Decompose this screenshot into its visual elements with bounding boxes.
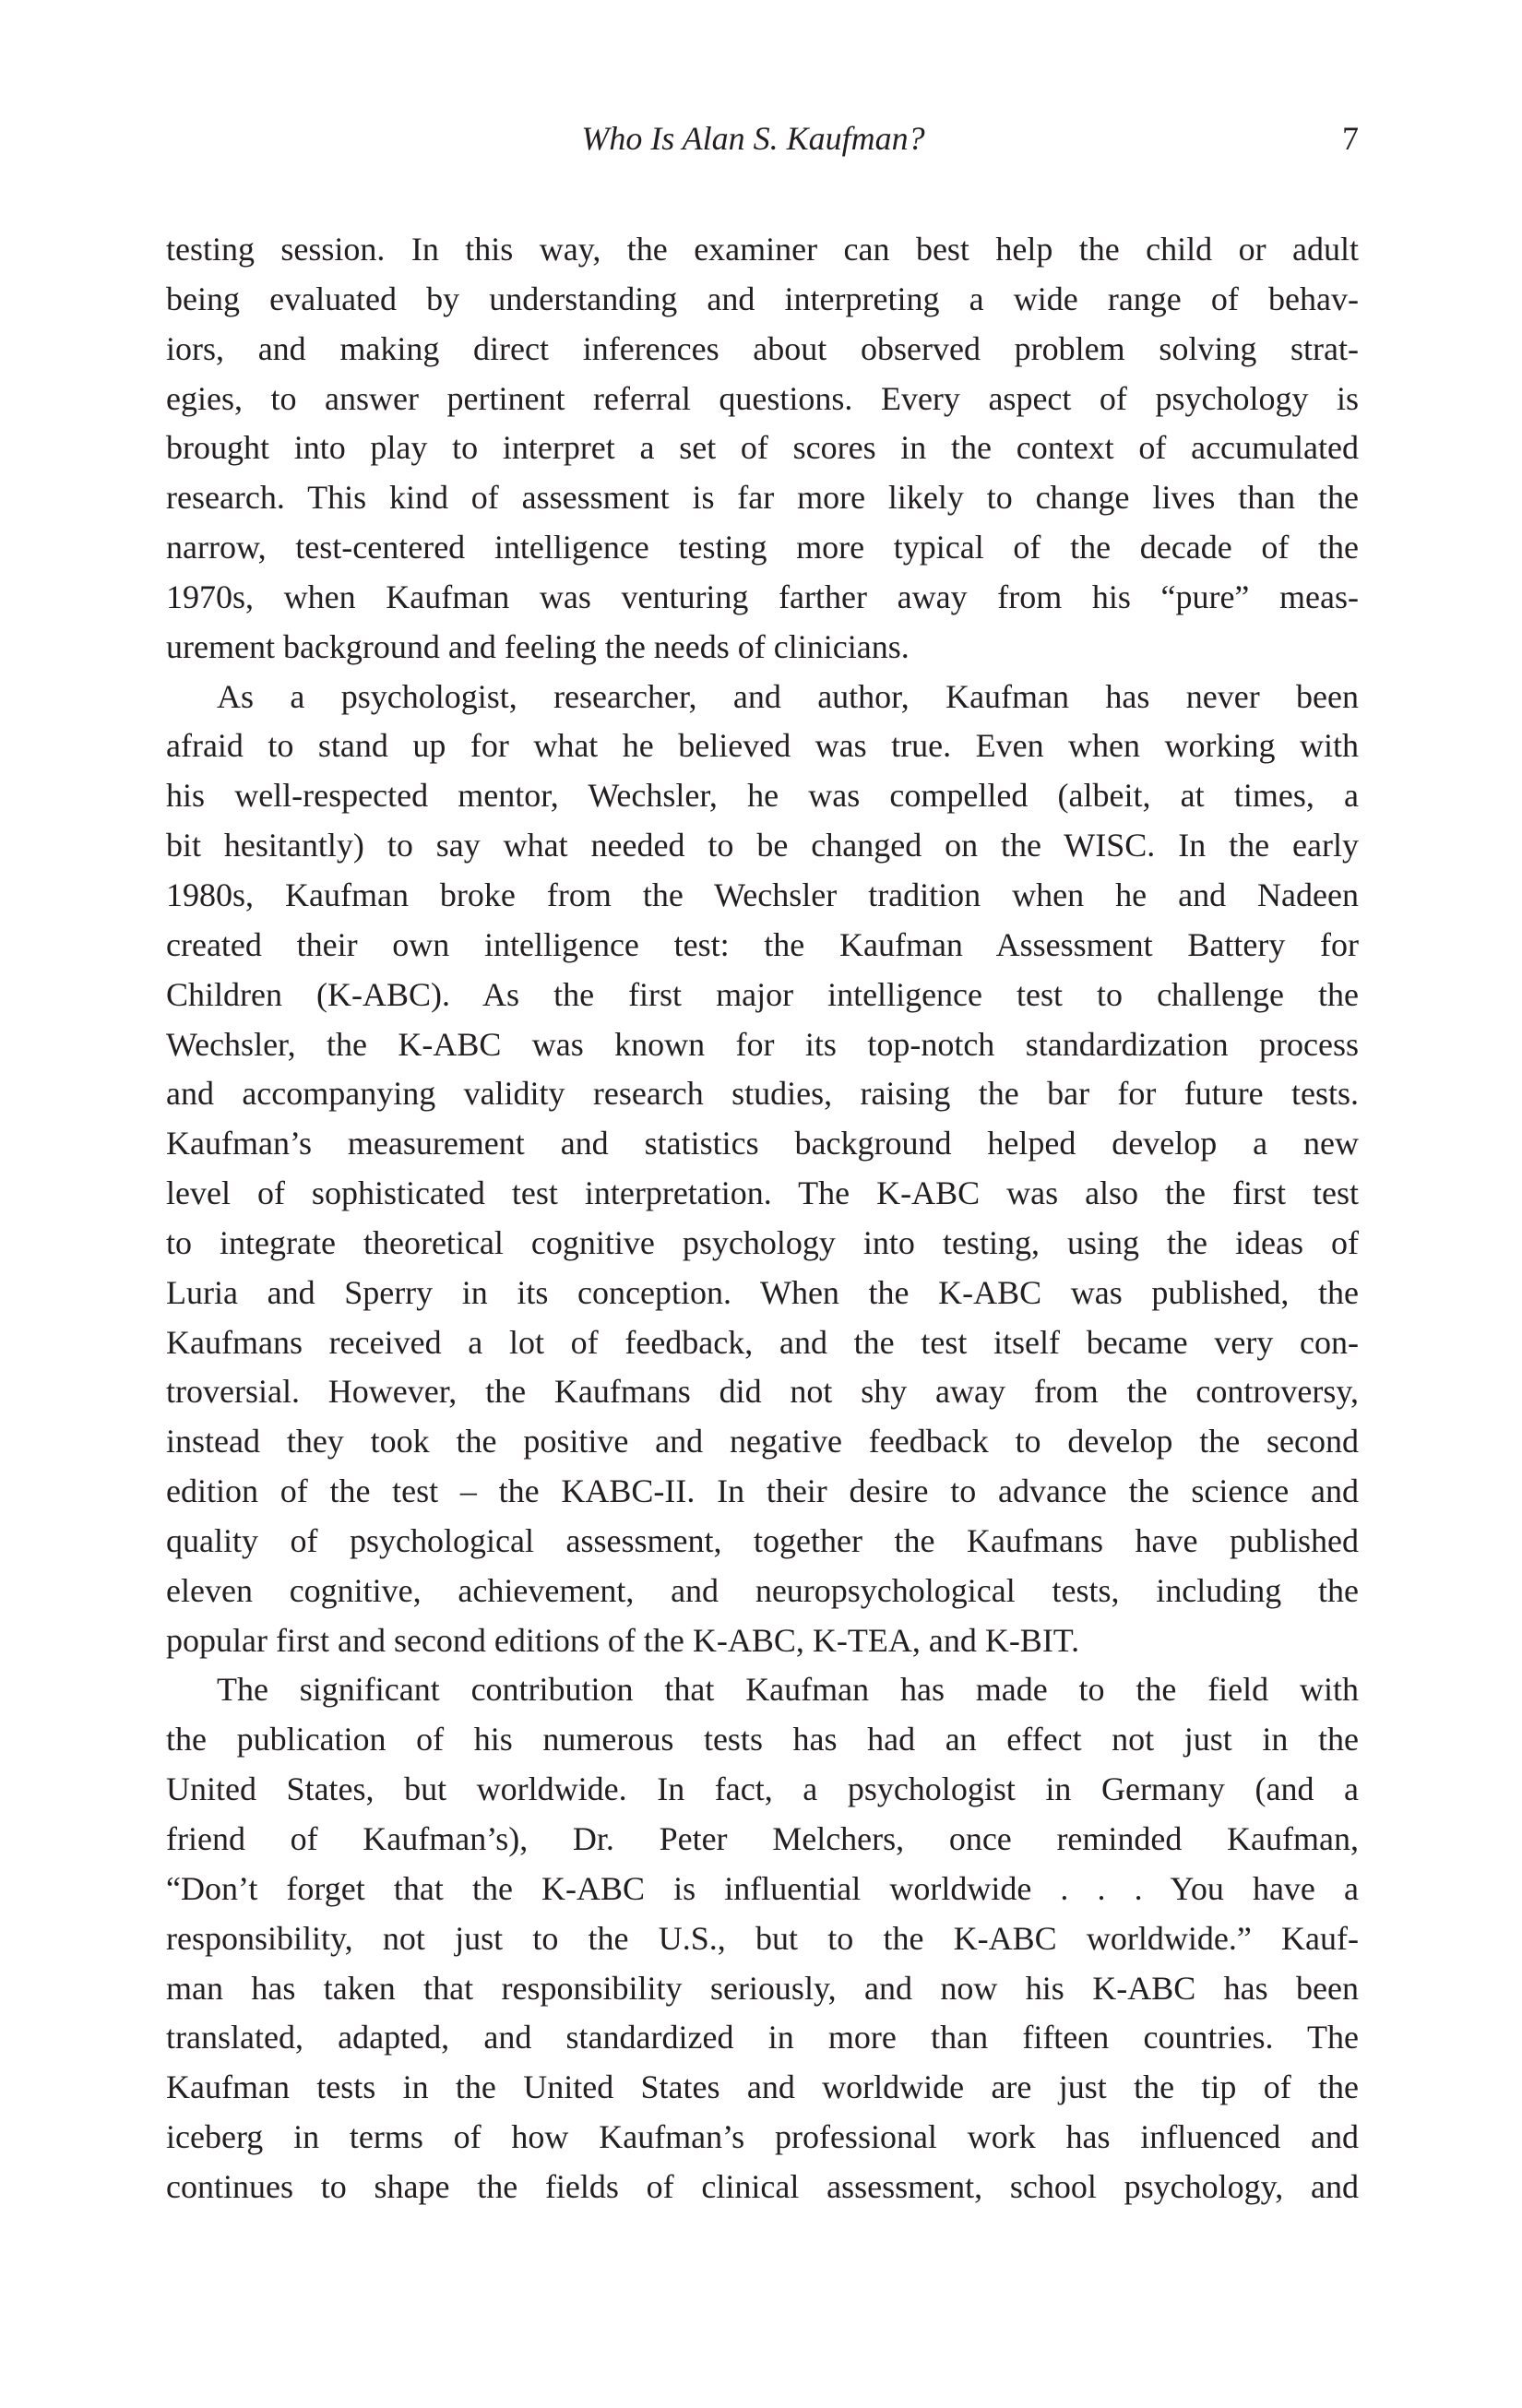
text-line: level of sophisticated test interpretation. The K-ABC was also the first test [166, 1174, 1359, 1212]
text-line: urement background and feeling the needs of clinicians. [166, 627, 910, 665]
text-line: quality of psychological assessment, together the Kaufmans have published [166, 1521, 1359, 1559]
text-line: continues to shape the fields of clinical assessment, school psychology, and [166, 2167, 1359, 2205]
page-number: 7 [1342, 120, 1359, 157]
text-line: Kaufmans received a lot of feedback, and the test itself became very con- [166, 1323, 1359, 1361]
text-line: Luria and Sperry in its conception. When the K-ABC was published, the [166, 1273, 1359, 1311]
text-line: edition of the test – the KABC-II. In their desire to advance the science and [166, 1472, 1359, 1510]
paragraph-2 [166, 673, 1359, 1666]
text-line: and accompanying validity research studies, raising the bar for future tests. [166, 1075, 1359, 1113]
text-line: iceberg in terms of how Kaufman’s professional work has influenced and [166, 2118, 1359, 2156]
text-line: iors, and making direct inferences about observed problem solving strat- [166, 329, 1359, 367]
text-line: afraid to stand up for what he believed was true. Even when working with [166, 727, 1359, 765]
text-line: the publication of his numerous tests has had an effect not just in the [166, 1721, 1359, 1758]
text-line: to integrate theoretical cognitive psychology into testing, using the ideas of [166, 1223, 1359, 1261]
text-line: bit hesitantly) to say what needed to be changed on the WISC. In the early [166, 827, 1359, 864]
text-line: troversial. However, the Kaufmans did not shy away from the controversy, [166, 1373, 1359, 1411]
text-line: man has taken that responsibility seriously, and now his K-ABC has been [166, 1969, 1359, 2007]
text-line: created their own intelligence test: the Kaufman Assessment Battery for [166, 925, 1359, 963]
text-line: instead they took the positive and negative feedback to develop the second [166, 1423, 1359, 1460]
paragraph-1 [166, 225, 1359, 673]
text-line: Kaufman’s measurement and statistics background helped develop a new [166, 1125, 1359, 1162]
text-line: being evaluated by understanding and interpreting a wide range of behav- [166, 280, 1359, 317]
body-text [166, 225, 1359, 2212]
text-line: egies, to answer pertinent referral questions. Every aspect of psychology is [166, 379, 1359, 417]
paragraph-3 [166, 1665, 1359, 2211]
text-line: brought into play to interpret a set of scores in the context of accumulated [166, 429, 1359, 467]
text-line: 1980s, Kaufman broke from the Wechsler tradition when he and Nadeen [166, 876, 1359, 913]
text-line: responsibility, not just to the U.S., but to the K-ABC worldwide.” Kauf- [166, 1919, 1359, 1957]
text-line: As a psychologist, researcher, and author, Kaufman has never been [217, 677, 1359, 715]
text-line: popular first and second editions of the K-ABC, K-TEA, and K-BIT. [166, 1621, 1080, 1659]
text-line: research. This kind of assessment is far more likely to change lives than the [166, 479, 1359, 517]
text-line: testing session. In this way, the examiner can best help the child or adult [166, 231, 1359, 268]
running-head [166, 118, 1359, 159]
text-line: Children (K-ABC). As the first major intelligence test to challenge the [166, 975, 1359, 1013]
text-line: Wechsler, the K-ABC was known for its top-notch standardization process [166, 1025, 1359, 1063]
text-line: narrow, test-centered intelligence testing more typical of the decade of the [166, 529, 1359, 566]
text-line: United States, but worldwide. In fact, a psychologist in Germany (and a [166, 1770, 1359, 1808]
text-line: “Don’t forget that the K-ABC is influential worldwide . . . You have a [166, 1869, 1359, 1907]
text-line: translated, adapted, and standardized in more than fifteen countries. The [166, 2019, 1359, 2056]
running-head-title: Who Is Alan S. Kaufman? [581, 120, 925, 157]
text-line: friend of Kaufman’s), Dr. Peter Melchers, once reminded Kaufman, [166, 1820, 1359, 1857]
text-line: The significant contribution that Kaufman has made to the field with [217, 1671, 1359, 1709]
text-line: his well-respected mentor, Wechsler, he was compelled (albeit, at times, a [166, 777, 1359, 815]
text-line: Kaufman tests in the United States and worldwide are just the tip of the [166, 2068, 1359, 2106]
text-line: eleven cognitive, achievement, and neuropsychological tests, including the [166, 1571, 1359, 1609]
text-line: 1970s, when Kaufman was venturing farther away from his “pure” meas- [166, 578, 1359, 615]
